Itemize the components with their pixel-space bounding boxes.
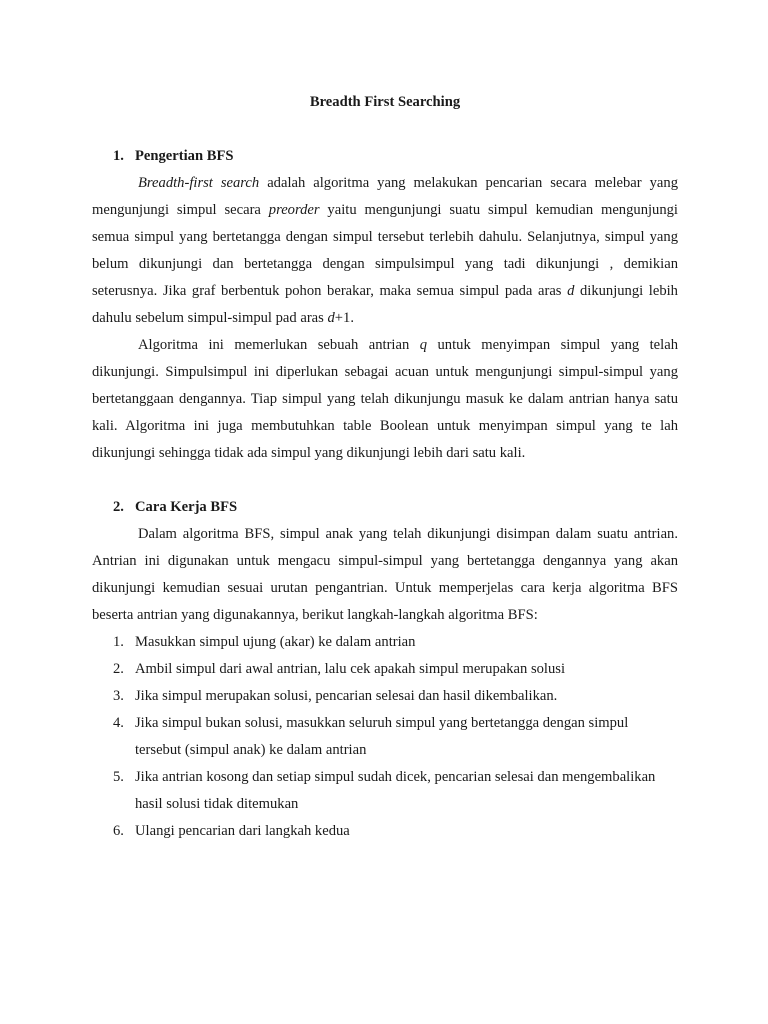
paragraph: Algoritma ini memerlukan sebuah antrian q untuk menyimpan simpul yang telah dikunjungi. Simpulsimpul ini diperlukan sebagai acuan untuk mengunjungi simpul-simpul yang bertetanggaan dengannya. Tiap simpul yang telah dikunjungu masuk ke dalam antrian hanya satu kali. Algoritma ini juga membutuhkan table Boolean untuk menyimpan simpul yang te lah dikunjungi sehingga tidak ada simpul yang dikunjungi lebih dari satu kali.: [92, 337, 678, 461]
italic-term: q: [419, 337, 428, 353]
list-item-text: Masukkan simpul ujung (akar) ke dalam antrian: [135, 634, 416, 650]
list-item: [92, 656, 678, 683]
paragraph: Breadth-first search adalah algoritma yang melakukan pencarian secara melebar yang mengunjungi simpul secara preorder yaitu mengunjungi suatu simpul kemudian mengunjungi semua simpul yang bertetangga dengan simpul tersebut terlebih dahulu. Selanjutnya, simpul yang belum dikunjungi dan bertetangga dengan simpulsimpul yang tadi dikunjungi , demikian seterusnya. Jika graf berbentuk pohon berakar, maka semua simpul pada aras d dikunjungi lebih dahulu sebelum simpul-simpul pad aras d+1.: [92, 175, 678, 326]
section-heading-text: Pengertian BFS: [135, 148, 234, 164]
italic-term: Breadth-first search: [138, 175, 260, 191]
italic-term: d: [327, 310, 335, 326]
list-item-number: 2.: [113, 661, 124, 677]
section-heading-text: Cara Kerja BFS: [135, 499, 238, 515]
list-item-number: 4.: [113, 715, 124, 731]
list-item-text: Ambil simpul dari awal antrian, lalu cek apakah simpul merupakan solusi: [135, 661, 566, 677]
list-item: [92, 818, 678, 845]
list-item-number: 5.: [113, 769, 124, 785]
list-item: [92, 710, 678, 764]
list-item-number: 1.: [113, 634, 124, 650]
list-item-text: Jika simpul merupakan solusi, pencarian selesai dan hasil dikembalikan.: [135, 688, 558, 704]
section-cara-kerja-bfs: [92, 494, 678, 845]
list-item: [92, 683, 678, 710]
section-heading: [92, 143, 678, 170]
list-item-number: 3.: [113, 688, 124, 704]
list-item: [92, 764, 678, 818]
section-number: 2.: [113, 499, 124, 515]
italic-term: preorder: [268, 202, 320, 218]
list-item-number: 6.: [113, 823, 124, 839]
document-title: Breadth First Searching: [309, 94, 461, 110]
document-page: [92, 89, 678, 845]
steps-list: [92, 629, 678, 845]
list-item-text: Jika antrian kosong dan setiap simpul sudah dicek, pencarian selesai dan mengembalikan hasil solusi tidak ditemukan: [135, 769, 656, 812]
italic-term: d: [567, 283, 575, 299]
list-item-text: Jika simpul bukan solusi, masukkan seluruh simpul yang bertetangga dengan simpul tersebut (simpul anak) ke dalam antrian: [135, 715, 629, 758]
list-item: [92, 629, 678, 656]
paragraph: Dalam algoritma BFS, simpul anak yang telah dikunjungi disimpan dalam suatu antrian. Antrian ini digunakan untuk mengacu simpul-simpul yang bertetangga dengannya yang akan dikunjungi kemudian sesuai urutan pengantrian. Untuk memperjelas cara kerja algoritma BFS beserta antrian yang digunakannya, berikut langkah-langkah algoritma BFS:: [92, 526, 678, 623]
list-item-text: Ulangi pencarian dari langkah kedua: [135, 823, 350, 839]
section-pengertian-bfs: [92, 143, 678, 467]
section-heading: [92, 494, 678, 521]
section-number: 1.: [113, 148, 124, 164]
